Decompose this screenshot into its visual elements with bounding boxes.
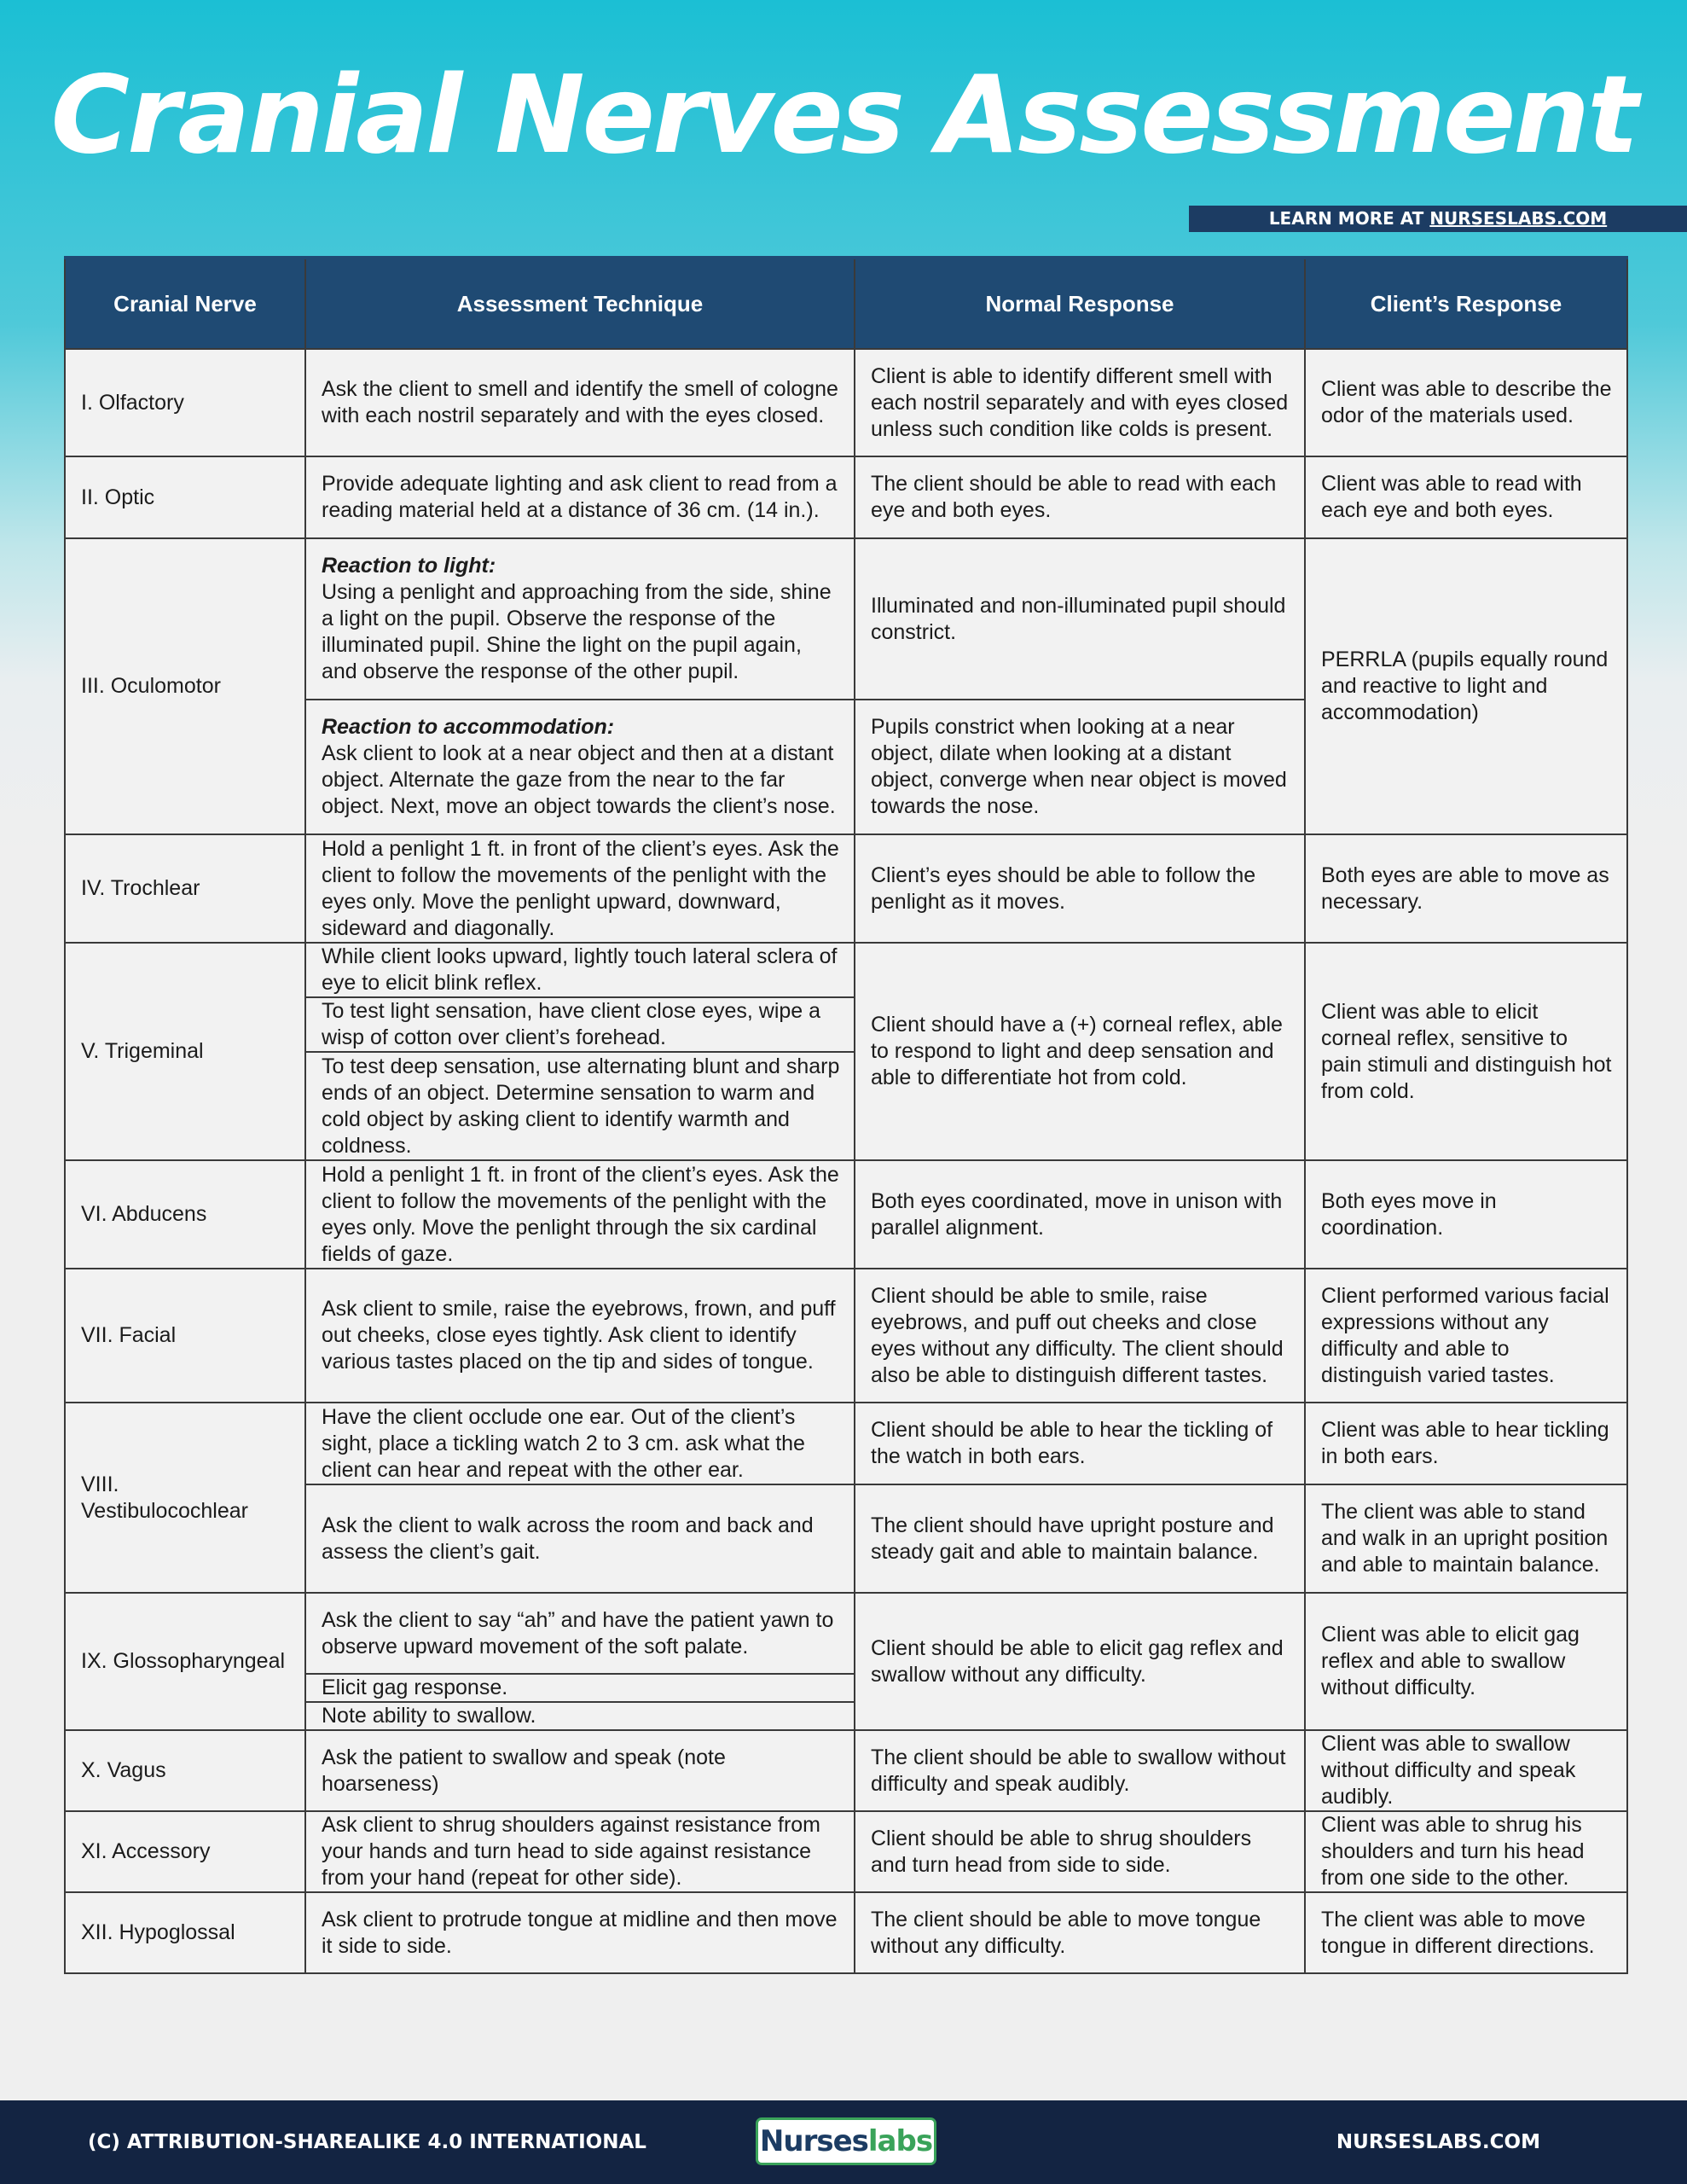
normal-response-cell: Client’s eyes should be able to follow the penlight as it moves. [855,834,1305,943]
client-response-cell: The client was able to stand and walk in an upright position and able to maintain balance. [1305,1484,1627,1593]
table-header-row [65,258,1627,349]
normal-response-cell: Pupils constrict when looking at a near object, dilate when looking at a distant object, converge when near object is moved towards the nose. [855,700,1305,834]
normal-response-cell: Client should have a (+) corneal reflex, able to respond to light and deep sensation and able to differentiate hot from cold. [855,943,1305,1160]
normal-response-cell: Client should be able to smile, raise eyebrows, and puff out cheeks and close eyes without any difficulty. The client should also be able to distinguish different tastes. [855,1269,1305,1403]
normal-response-cell: The client should be able to read with each eye and both eyes. [855,456,1305,538]
table-row [65,456,1627,538]
client-response-cell: Client was able to elicit gag reflex and able to swallow without difficulty. [1305,1593,1627,1730]
nerve-cell: XI. Accessory [65,1811,305,1892]
normal-response-cell: Client should be able to hear the tickling of the watch in both ears. [855,1403,1305,1484]
nerve-cell: IV. Trochlear [65,834,305,943]
client-response-cell: PERRLA (pupils equally round and reactive to light and accommodation) [1305,538,1627,834]
nerve-cell: XII. Hypoglossal [65,1892,305,1973]
header-assessment-technique: Assessment Technique [305,258,855,349]
footer [0,2100,1687,2184]
table-row [65,1403,1627,1484]
normal-response-cell: The client should be able to move tongue without any difficulty. [855,1892,1305,1973]
table-row [65,1593,1627,1674]
nerve-cell: VII. Facial [65,1269,305,1403]
cranial-nerves-table [64,256,1628,1974]
footer-site-link[interactable]: NURSESLABS.COM [1336,2131,1540,2153]
technique-cell: Ask the client to walk across the room and back and assess the client’s gait. [305,1484,855,1593]
technique-cell: Elicit gag response. [305,1674,855,1702]
technique-heading: Reaction to light: [322,554,496,578]
client-response-cell: Client was able to describe the odor of the materials used. [1305,349,1627,456]
nerve-cell: V. Trigeminal [65,943,305,1160]
technique-cell: Hold a penlight 1 ft. in front of the client’s eyes. Ask the client to follow the movements of the penlight with the eyes only. Move the penlight through the six cardinal fields of gaze. [305,1160,855,1269]
technique-cell: Ask client to protrude tongue at midline and then move it side to side. [305,1892,855,1973]
table-row [65,1730,1627,1811]
client-response-cell: Client was able to shrug his shoulders and turn his head from one side to the other. [1305,1811,1627,1892]
technique-cell: Have the client occlude one ear. Out of the client’s sight, place a tickling watch 2 to 3 cm. ask what the client can hear and repeat with the other ear. [305,1403,855,1484]
nerve-cell: X. Vagus [65,1730,305,1811]
normal-response-cell: Client is able to identify different smell with each nostril separately and with eyes closed unless such condition like colds is present. [855,349,1305,456]
header-clients-response: Client’s Response [1305,258,1627,349]
technique-cell: Ask the patient to swallow and speak (note hoarseness) [305,1730,855,1811]
technique-cell: Provide adequate lighting and ask client to read from a reading material held at a distance of 36 cm. (14 in.). [305,456,855,538]
technique-cell: Ask client to smile, raise the eyebrows, frown, and puff out cheeks, close eyes tightly. Ask client to identify various tastes placed on the tip and sides of tongue. [305,1269,855,1403]
header-cranial-nerve: Cranial Nerve [65,258,305,349]
technique-cell: To test light sensation, have client close eyes, wipe a wisp of cotton over client’s forehead. [305,997,855,1052]
table-row [65,349,1627,456]
header-normal-response: Normal Response [855,258,1305,349]
technique-cell [305,538,855,700]
technique-text: Ask client to look at a near object and then at a distant object. Alternate the gaze from the near to the far object. Next, move an object towards the client’s nose. [322,741,836,818]
table-row [65,1892,1627,1973]
learn-more-link[interactable] [1189,206,1687,232]
logo-part-1: Nurses [759,2124,868,2158]
nerve-cell: VIII. Vestibulocochlear [65,1403,305,1593]
normal-response-cell: The client should have upright posture and steady gait and able to maintain balance. [855,1484,1305,1593]
table-row [65,834,1627,943]
client-response-cell: Client was able to elicit corneal reflex, sensitive to pain stimuli and distinguish hot from cold. [1305,943,1627,1160]
technique-cell: To test deep sensation, use alternating blunt and sharp ends of an object. Determine sensation to warm and cold object by asking client to identify warmth and coldness. [305,1052,855,1160]
page-title: Cranial Nerves Assessment [50,52,1637,177]
nerve-cell: II. Optic [65,456,305,538]
normal-response-cell: Client should be able to elicit gag reflex and swallow without any difficulty. [855,1593,1305,1730]
client-response-cell: Client was able to swallow without difficulty and speak audibly. [1305,1730,1627,1811]
client-response-cell: Both eyes are able to move as necessary. [1305,834,1627,943]
technique-heading: Reaction to accommodation: [322,715,615,739]
nerve-cell: VI. Abducens [65,1160,305,1269]
table-row [65,1160,1627,1269]
normal-response-cell: Illuminated and non-illuminated pupil should constrict. [855,538,1305,700]
technique-text: Using a penlight and approaching from the side, shine a light on the pupil. Observe the response of the illuminated pupil. Shine the light on the pupil again, and observe the response of the other pupil. [322,580,832,683]
table-row [65,943,1627,997]
technique-cell: Note ability to swallow. [305,1702,855,1730]
table-row [65,1269,1627,1403]
normal-response-cell: Client should be able to shrug shoulders and turn head from side to side. [855,1811,1305,1892]
client-response-cell: Client was able to read with each eye and both eyes. [1305,456,1627,538]
table-row [65,1811,1627,1892]
client-response-cell: The client was able to move tongue in different directions. [1305,1892,1627,1973]
nerve-cell: I. Olfactory [65,349,305,456]
normal-response-cell: The client should be able to swallow without difficulty and speak audibly. [855,1730,1305,1811]
technique-cell: Ask the client to smell and identify the smell of cologne with each nostril separately and with the eyes closed. [305,349,855,456]
technique-cell: While client looks upward, lightly touch lateral sclera of eye to elicit blink reflex. [305,943,855,997]
normal-response-cell: Both eyes coordinated, move in unison with parallel alignment. [855,1160,1305,1269]
client-response-cell: Both eyes move in coordination. [1305,1160,1627,1269]
nerve-cell: III. Oculomotor [65,538,305,834]
technique-cell: Ask the client to say “ah” and have the patient yawn to observe upward movement of the soft palate. [305,1593,855,1674]
technique-cell [305,700,855,834]
technique-cell: Hold a penlight 1 ft. in front of the client’s eyes. Ask the client to follow the movements of the penlight with the eyes only. Move the penlight upward, downward, sideward and diagonally. [305,834,855,943]
learn-more-site[interactable]: NURSESLABS.COM [1429,208,1608,229]
learn-more-prefix: LEARN MORE AT [1268,208,1424,229]
client-response-cell: Client was able to hear tickling in both ears. [1305,1403,1627,1484]
technique-cell: Ask client to shrug shoulders against resistance from your hands and turn head to side against resistance from your hand (repeat for other side). [305,1811,855,1892]
nerve-cell: IX. Glossopharyngeal [65,1593,305,1730]
logo-part-2: labs [867,2124,933,2158]
nurseslabs-logo[interactable] [756,2117,936,2165]
table-row [65,538,1627,700]
footer-license: (C) ATTRIBUTION-SHAREALIKE 4.0 INTERNATIONAL [88,2131,646,2153]
client-response-cell: Client performed various facial expressions without any difficulty and able to distinguish varied tastes. [1305,1269,1627,1403]
